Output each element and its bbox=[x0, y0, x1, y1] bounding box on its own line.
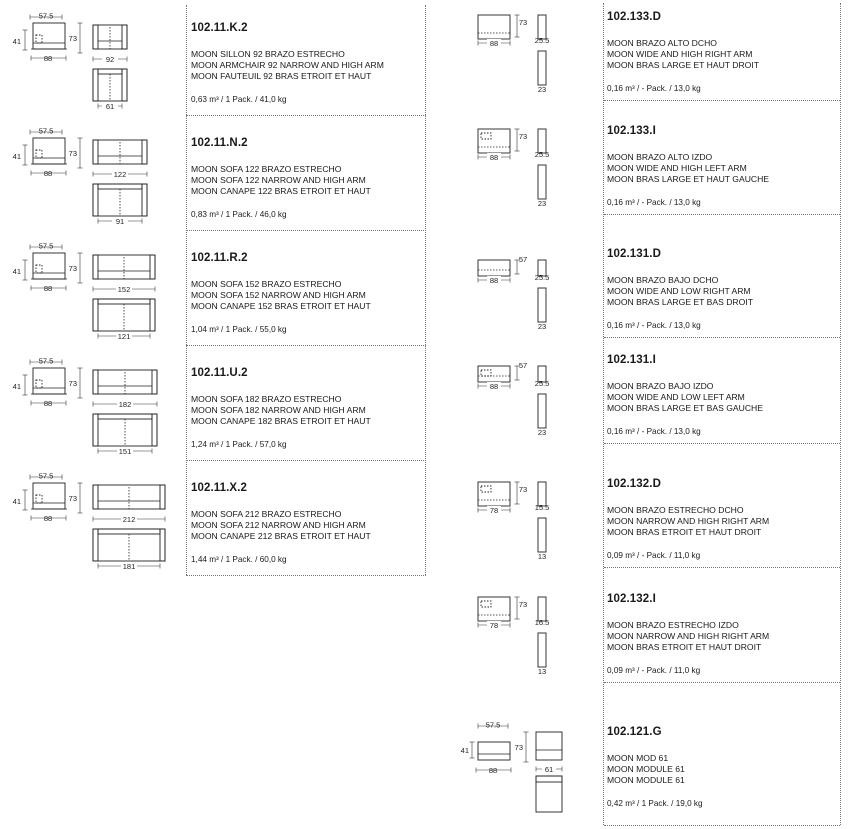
plan-backrest bbox=[98, 529, 160, 534]
product-spec: 1,04 m³ / 1 Pack. / 55,0 kg bbox=[191, 325, 287, 334]
product-code: 102.11.K.2 bbox=[191, 22, 248, 34]
depth-label: 88 bbox=[43, 399, 53, 408]
arm-plan-label: 23 bbox=[537, 322, 547, 331]
plan-left-arm bbox=[93, 69, 98, 101]
side-view-outline bbox=[33, 483, 65, 509]
height-label: 73 bbox=[68, 34, 77, 43]
product-code: 102.131.I bbox=[607, 354, 656, 366]
row-divider bbox=[186, 115, 426, 116]
arm-drawing bbox=[460, 718, 595, 824]
product-spec: 1,44 m³ / 1 Pack. / 60,0 kg bbox=[191, 555, 287, 564]
product-description bbox=[607, 753, 685, 786]
description-line: MOON BRAZO ESTRECHO IZDO bbox=[607, 620, 739, 630]
description-line: MOON BRAZO ESTRECHO DCHO bbox=[607, 505, 744, 515]
product-code: 102.132.D bbox=[607, 478, 661, 490]
description-line: MOON MODULE 61 bbox=[607, 775, 685, 785]
arm-width-label: 25.5 bbox=[534, 150, 550, 159]
product-code: 102.133.I bbox=[607, 125, 656, 137]
description-line: MOON MOD 61 bbox=[607, 753, 669, 763]
arm-plan-label: 23 bbox=[537, 85, 547, 94]
arm-width-label: 25.5 bbox=[534, 273, 550, 282]
product-spec: 0,16 m³ / - Pack. / 13,0 kg bbox=[607, 427, 701, 436]
arm-plan-label: 23 bbox=[537, 199, 547, 208]
plan-right-arm bbox=[160, 529, 165, 561]
description-line: MOON SOFA 212 BRAZO ESTRECHO bbox=[191, 509, 342, 519]
product-code: 102.11.X.2 bbox=[191, 482, 247, 494]
product-description bbox=[607, 620, 769, 653]
description-line: MOON BRAZO ALTO IZDO bbox=[607, 152, 713, 162]
module-plan-backrest bbox=[536, 776, 562, 782]
arm-side-outline bbox=[478, 129, 510, 153]
plan-right-arm bbox=[142, 184, 147, 216]
depth-label: 88 bbox=[43, 284, 53, 293]
seat-label: 41 bbox=[12, 382, 21, 391]
arm-height-label: 57 bbox=[518, 255, 528, 264]
inner-label: 121 bbox=[117, 332, 131, 341]
description-line: MOON BRAS ETROIT ET HAUT DROIT bbox=[607, 527, 762, 537]
height-label: 73 bbox=[68, 149, 77, 158]
front-left-arm bbox=[93, 370, 98, 394]
description-line: MOON CANAPE 122 BRAS ETROIT ET HAUT bbox=[191, 186, 371, 196]
front-left-arm bbox=[93, 255, 98, 279]
row-divider bbox=[604, 825, 840, 826]
description-line: MOON BRAZO BAJO IZDO bbox=[607, 381, 714, 391]
front-right-arm bbox=[142, 140, 147, 164]
plan-backrest bbox=[98, 184, 142, 189]
product-description bbox=[607, 275, 753, 308]
arm-width-label: 25.5 bbox=[534, 36, 550, 45]
product-description bbox=[191, 279, 371, 312]
product-spec: 0,16 m³ / - Pack. / 13,0 kg bbox=[607, 198, 701, 207]
plan-backrest bbox=[98, 299, 150, 304]
arm-width-label: 25.5 bbox=[534, 379, 550, 388]
arm-depth-label: 88 bbox=[489, 39, 499, 48]
plan-right-arm bbox=[152, 414, 157, 446]
plan-left-arm bbox=[93, 414, 98, 446]
product-code: 102.11.U.2 bbox=[191, 367, 248, 379]
arm-height-label: 57 bbox=[518, 361, 528, 370]
description-line: MOON BRAS LARGE ET HAUT GAUCHE bbox=[607, 174, 770, 184]
side-arm bbox=[36, 495, 42, 503]
arm-height-label: 73 bbox=[518, 600, 528, 609]
seat-label: 41 bbox=[12, 497, 21, 506]
side-view-outline bbox=[33, 138, 65, 164]
depth-top-label: 57.5 bbox=[38, 241, 54, 251]
inner-label: 151 bbox=[118, 447, 132, 456]
product-description bbox=[607, 505, 769, 538]
description-line: MOON SOFA 122 BRAZO ESTRECHO bbox=[191, 164, 342, 174]
side-arm bbox=[36, 150, 42, 158]
product-description bbox=[607, 152, 769, 185]
arm-plan-label: 13 bbox=[537, 667, 547, 676]
depth-top-label: 57.5 bbox=[38, 11, 54, 21]
product-code: 102.131.D bbox=[607, 248, 661, 260]
description-line: MOON CANAPE 182 BRAS ETROIT ET HAUT bbox=[191, 416, 371, 426]
inner-label: 61 bbox=[105, 102, 115, 111]
description-line: MOON CANAPE 212 BRAS ETROIT ET HAUT bbox=[191, 531, 371, 541]
product-spec: 0,09 m³ / - Pack. / 11,0 kg bbox=[607, 551, 701, 560]
side-arm bbox=[36, 35, 42, 43]
description-line: MOON FAUTEUIL 92 BRAS ETROIT ET HAUT bbox=[191, 71, 372, 81]
arm-plan-outline bbox=[538, 165, 546, 199]
arm-height-label: 73 bbox=[518, 485, 528, 494]
plan-left-arm bbox=[93, 529, 98, 561]
arm-width-label: 16.5 bbox=[534, 618, 550, 627]
description-line: MOON SOFA 152 NARROW AND HIGH ARM bbox=[191, 290, 366, 300]
row-divider bbox=[186, 230, 426, 231]
arm-side-outline bbox=[478, 597, 510, 621]
arm-side-outline bbox=[478, 366, 510, 382]
sofa-drawing bbox=[0, 465, 180, 577]
product-spec: 0,63 m³ / 1 Pack. / 41,0 kg bbox=[191, 95, 287, 104]
arm-depth-label: 88 bbox=[489, 382, 499, 391]
product-spec: 0,16 m³ / - Pack. / 13,0 kg bbox=[607, 84, 701, 93]
description-line: MOON SOFA 182 NARROW AND HIGH ARM bbox=[191, 405, 366, 415]
sofa-drawing bbox=[0, 5, 180, 117]
side-view-outline bbox=[33, 368, 65, 394]
depth-label: 88 bbox=[43, 169, 53, 178]
front-right-arm bbox=[150, 255, 155, 279]
description-line: MOON BRAS LARGE ET BAS GAUCHE bbox=[607, 403, 763, 413]
width-label: 212 bbox=[122, 515, 136, 524]
seat-label: 41 bbox=[12, 37, 21, 46]
plan-backrest bbox=[98, 414, 152, 419]
row-divider bbox=[604, 682, 840, 683]
side-view-outline bbox=[33, 253, 65, 279]
product-spec: 0,09 m³ / - Pack. / 11,0 kg bbox=[607, 666, 701, 675]
arm-side-outline bbox=[478, 260, 510, 276]
arm-depth-label: 78 bbox=[489, 506, 499, 515]
arm-drawing bbox=[465, 117, 595, 223]
arm-plan-outline bbox=[538, 394, 546, 428]
product-spec: 0,42 m³ / 1 Pack. / 19,0 kg bbox=[607, 799, 703, 808]
row-divider bbox=[604, 337, 840, 338]
description-line: MOON BRAZO BAJO DCHO bbox=[607, 275, 719, 285]
arm-side-outline bbox=[478, 15, 510, 39]
arm-depth-label: 78 bbox=[489, 621, 499, 630]
plan-backrest bbox=[98, 69, 122, 74]
arm-height-label: 73 bbox=[518, 132, 528, 141]
arm-plan-outline bbox=[538, 633, 546, 667]
arm-profile bbox=[481, 601, 491, 607]
description-line: MOON SOFA 212 NARROW AND HIGH ARM bbox=[191, 520, 366, 530]
arm-drawing bbox=[465, 240, 595, 346]
description-line: MOON NARROW AND HIGH RIGHT ARM bbox=[607, 631, 770, 641]
front-right-arm bbox=[122, 25, 127, 49]
arm-profile bbox=[481, 133, 491, 139]
plan-left-arm bbox=[93, 184, 98, 216]
description-line: MOON BRAS ETROIT ET HAUT DROIT bbox=[607, 642, 762, 652]
arm-width-label: 15.5 bbox=[534, 503, 550, 512]
height-label: 73 bbox=[514, 743, 523, 752]
height-label: 73 bbox=[68, 494, 77, 503]
inner-label: 181 bbox=[122, 562, 136, 571]
row-divider bbox=[604, 100, 840, 101]
description-line: MOON SOFA 122 NARROW AND HIGH ARM bbox=[191, 175, 366, 185]
arm-profile bbox=[481, 370, 491, 376]
plan-left-arm bbox=[93, 299, 98, 331]
description-line: MOON CANAPE 152 BRAS ETROIT ET HAUT bbox=[191, 301, 371, 311]
arm-height-label: 73 bbox=[518, 18, 528, 27]
arm-plan-label: 13 bbox=[537, 552, 547, 561]
depth-top-label: 57.5 bbox=[38, 126, 54, 136]
arm-side-outline bbox=[478, 482, 510, 506]
product-description bbox=[191, 394, 371, 427]
description-line: MOON WIDE AND HIGH RIGHT ARM bbox=[607, 49, 753, 59]
row-divider bbox=[186, 575, 426, 576]
description-line: MOON SILLON 92 BRAZO ESTRECHO bbox=[191, 49, 345, 59]
arm-depth-label: 88 bbox=[489, 153, 499, 162]
description-line: MOON ARMCHAIR 92 NARROW AND HIGH ARM bbox=[191, 60, 384, 70]
row-divider bbox=[604, 567, 840, 568]
seat-label: 41 bbox=[12, 267, 21, 276]
depth-label: 88 bbox=[43, 514, 53, 523]
depth-top-label: 57.5 bbox=[485, 720, 501, 730]
product-description bbox=[607, 381, 763, 414]
sofa-drawing bbox=[0, 120, 180, 232]
side-arm bbox=[36, 380, 42, 388]
depth-label: 88 bbox=[488, 766, 498, 775]
height-label: 73 bbox=[68, 379, 77, 388]
product-code: 102.133.D bbox=[607, 11, 661, 23]
arm-profile bbox=[481, 486, 491, 492]
width-label: 182 bbox=[118, 400, 132, 409]
product-description bbox=[191, 164, 371, 197]
plan-right-arm bbox=[122, 69, 127, 101]
arm-drawing bbox=[465, 346, 595, 452]
right-text-divider bbox=[603, 3, 604, 825]
product-description bbox=[607, 38, 759, 71]
arm-plan-outline bbox=[538, 288, 546, 322]
height-label: 73 bbox=[68, 264, 77, 273]
side-arm bbox=[36, 265, 42, 273]
product-spec: 0,16 m³ / - Pack. / 13,0 kg bbox=[607, 321, 701, 330]
row-divider bbox=[604, 443, 840, 444]
arm-plan-outline bbox=[538, 518, 546, 552]
description-line: MOON BRAZO ALTO DCHO bbox=[607, 38, 717, 48]
seat-label: 41 bbox=[460, 746, 469, 755]
plan-right-arm bbox=[150, 299, 155, 331]
front-left-arm bbox=[93, 140, 98, 164]
arm-plan-label: 23 bbox=[537, 428, 547, 437]
description-line: MOON WIDE AND LOW LEFT ARM bbox=[607, 392, 745, 402]
product-code: 102.132.I bbox=[607, 593, 656, 605]
product-code: 102.11.R.2 bbox=[191, 252, 248, 264]
depth-top-label: 57.5 bbox=[38, 356, 54, 366]
description-line: MOON MODULE 61 bbox=[607, 764, 685, 774]
description-line: MOON WIDE AND LOW RIGHT ARM bbox=[607, 286, 751, 296]
product-spec: 1,24 m³ / 1 Pack. / 57,0 kg bbox=[191, 440, 287, 449]
arm-drawing bbox=[465, 470, 595, 576]
description-line: MOON SOFA 182 BRAZO ESTRECHO bbox=[191, 394, 342, 404]
description-line: MOON WIDE AND HIGH LEFT ARM bbox=[607, 163, 747, 173]
left-column-divider bbox=[425, 5, 426, 575]
row-divider bbox=[604, 214, 840, 215]
front-right-arm bbox=[152, 370, 157, 394]
depth-label: 88 bbox=[43, 54, 53, 63]
module-plan-outline bbox=[536, 776, 562, 812]
row-divider bbox=[186, 460, 426, 461]
product-description bbox=[191, 509, 371, 542]
arm-depth-label: 88 bbox=[489, 276, 499, 285]
module-front-outline bbox=[536, 732, 562, 760]
width-label: 152 bbox=[117, 285, 131, 294]
width-label: 92 bbox=[105, 55, 115, 64]
front-right-arm bbox=[160, 485, 165, 509]
description-line: MOON BRAS LARGE ET HAUT DROIT bbox=[607, 60, 760, 70]
right-column-divider bbox=[840, 3, 841, 825]
sofa-drawing bbox=[0, 350, 180, 462]
arm-plan-outline bbox=[538, 51, 546, 85]
front-left-arm bbox=[93, 25, 98, 49]
product-description bbox=[191, 49, 384, 82]
arm-drawing bbox=[465, 3, 595, 109]
left-text-divider bbox=[186, 5, 187, 575]
sofa-drawing bbox=[0, 235, 180, 347]
module-side-outline bbox=[478, 742, 510, 760]
width-label: 61 bbox=[544, 765, 554, 774]
description-line: MOON NARROW AND HIGH RIGHT ARM bbox=[607, 516, 770, 526]
product-code: 102.121.G bbox=[607, 726, 662, 738]
arm-drawing bbox=[465, 585, 595, 691]
product-code: 102.11.N.2 bbox=[191, 137, 248, 149]
inner-label: 91 bbox=[115, 217, 125, 226]
seat-label: 41 bbox=[12, 152, 21, 161]
depth-top-label: 57.5 bbox=[38, 471, 54, 481]
row-divider bbox=[186, 345, 426, 346]
front-left-arm bbox=[93, 485, 98, 509]
side-view-outline bbox=[33, 23, 65, 49]
width-label: 122 bbox=[113, 170, 127, 179]
product-spec: 0,83 m³ / 1 Pack. / 46,0 kg bbox=[191, 210, 287, 219]
description-line: MOON SOFA 152 BRAZO ESTRECHO bbox=[191, 279, 342, 289]
description-line: MOON BRAS LARGE ET BAS DROIT bbox=[607, 297, 753, 307]
